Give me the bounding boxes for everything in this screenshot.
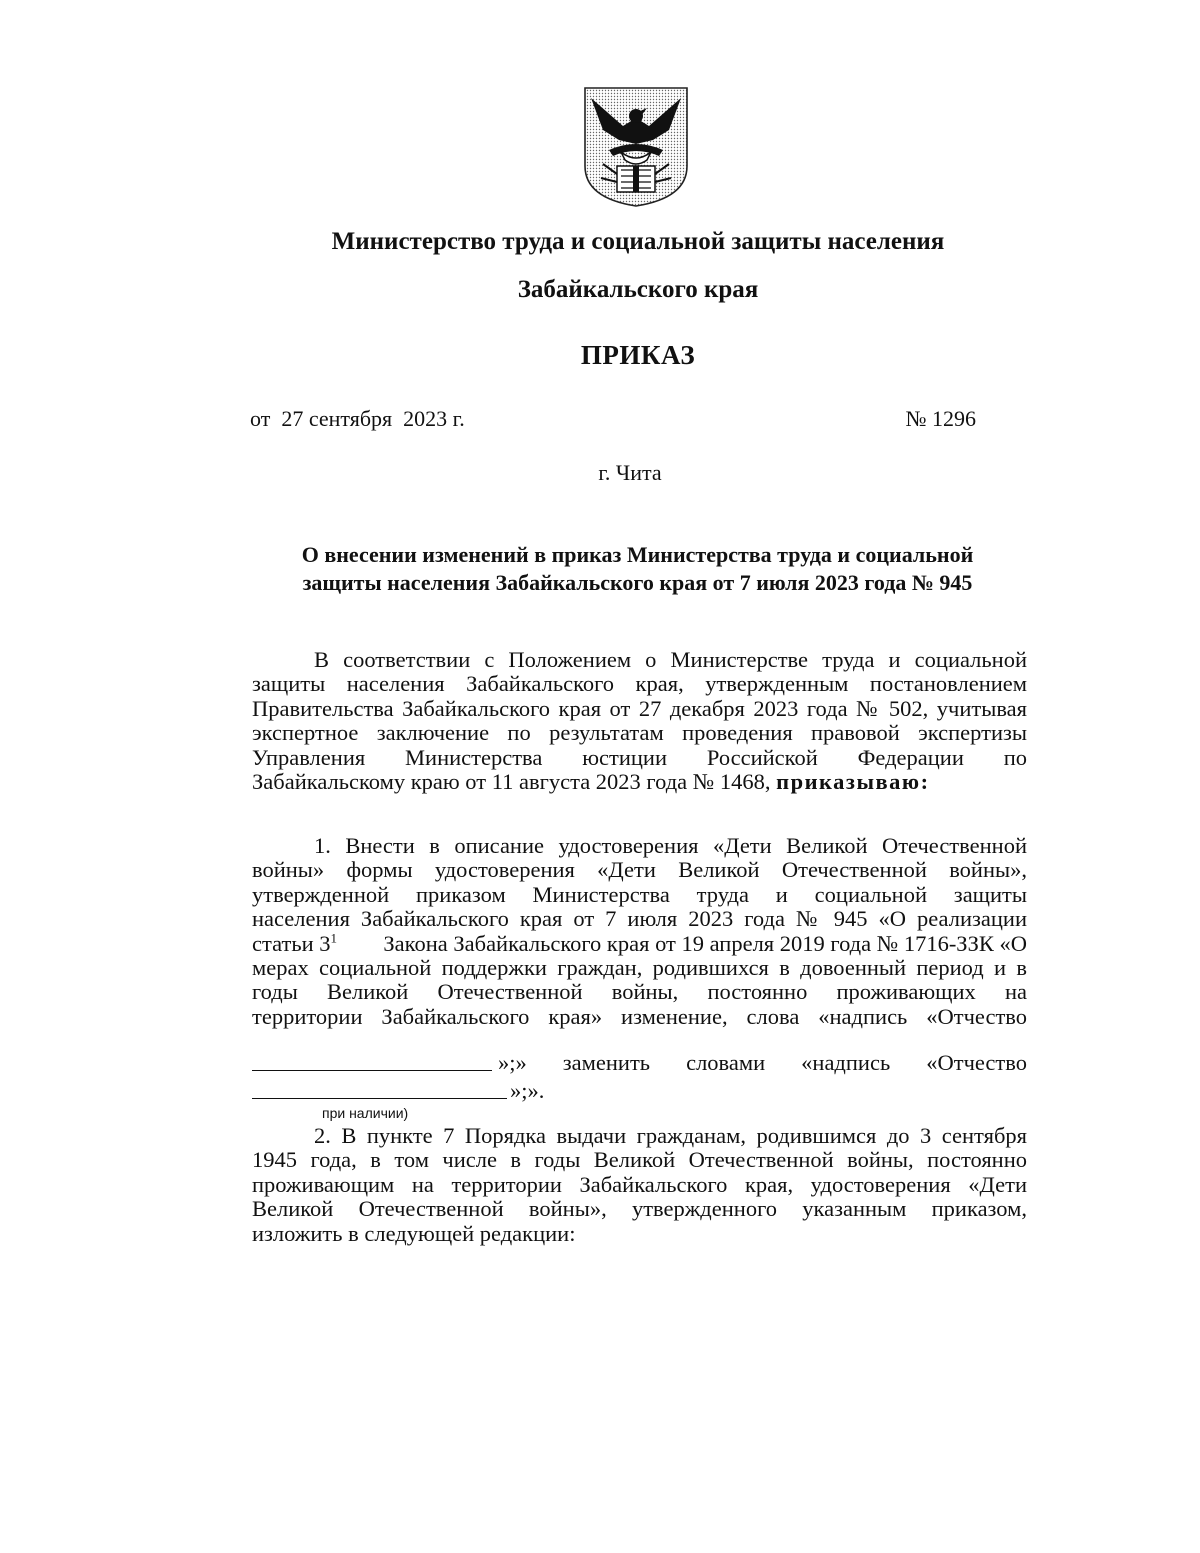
text-fragment: «надпись xyxy=(801,1050,891,1075)
item-1-paragraph xyxy=(252,834,1027,1029)
text-line: Правительства Забайкальского края от 27 декабря 2023 года № 502, учитывая xyxy=(252,695,1027,721)
text-line: утвержденной приказом Министерства труда и социальной защиты xyxy=(252,881,1027,907)
text-fragment: Закона Забайкальского края от 19 апреля 2019 года № 1716-ЗЗК «О xyxy=(377,930,1027,956)
document-number: № 1296 xyxy=(905,406,976,431)
replacement-words xyxy=(498,1050,1027,1076)
text-fragment: статьи 3 xyxy=(252,930,331,956)
text-fragment: «Отчество xyxy=(926,1050,1027,1075)
text-line: защиты населения Забайкальского края, утвержденным постановлением xyxy=(252,671,1027,697)
text-line: Управления Министерства юстиции Российской Федерации по xyxy=(252,744,1027,770)
superscript: 1 xyxy=(330,930,338,946)
text-line xyxy=(252,770,1027,794)
document-date: от 27 сентября 2023 г. xyxy=(250,406,465,431)
underline-note: при наличии) xyxy=(322,1105,409,1121)
text-line: изложить в следующей редакции: xyxy=(252,1220,576,1246)
text-line: проживающим на территории Забайкальского края, удостоверения «Дети xyxy=(252,1171,1027,1197)
text-line: 2. В пункте 7 Порядка выдачи гражданам, родившимся до 3 сентября xyxy=(314,1123,1027,1148)
text-line: В соответствии с Положением о Министерстве труда и социальной xyxy=(314,647,1027,672)
blank-underline xyxy=(252,1098,507,1099)
text-fragment: Забайкальскому краю от 11 августа 2023 года № 1468, xyxy=(252,768,777,794)
replacement-line xyxy=(252,1050,1027,1074)
order-keyword: приказываю: xyxy=(776,768,930,794)
document-city: г. Чита xyxy=(598,460,662,485)
ministry-region: Забайкальского края xyxy=(517,276,759,303)
text-line: населения Забайкальского края от 7 июля 2023 года № 945 «О реализации xyxy=(252,906,1027,932)
text-fragment: »;» xyxy=(498,1050,527,1075)
text-fragment: »;». xyxy=(510,1078,545,1103)
blank-underline xyxy=(252,1070,492,1071)
ministry-name: Министерство труда и социальной защиты населения xyxy=(331,228,945,255)
document-type: ПРИКАЗ xyxy=(580,340,696,370)
text-line: войны» формы удостоверения «Дети Великой Отечественной войны», xyxy=(252,857,1027,883)
preamble-paragraph xyxy=(252,648,1027,794)
text-line: мерах социальной поддержки граждан, родившихся в довоенный период и в xyxy=(252,954,1027,980)
subject-line: О внесении изменений в приказ Министерства труда и социальной xyxy=(301,542,974,567)
text-line: Великой Отечественной войны», утвержденного указанным приказом, xyxy=(252,1196,1027,1222)
text-line: территории Забайкальского края» изменение, слова «надпись «Отчество xyxy=(252,1003,1027,1029)
text-line: экспертное заключение по результатам проведения правовой экспертизы xyxy=(252,720,1027,746)
text-line: годы Великой Отечественной войны, постоянно проживающих на xyxy=(252,979,1027,1005)
subject-line: защиты населения Забайкальского края от 7 июля 2023 года № 945 xyxy=(302,570,973,595)
item-2-paragraph xyxy=(252,1124,1027,1246)
text-fragment xyxy=(252,932,337,956)
document-subject xyxy=(250,541,1025,597)
coat-of-arms-icon xyxy=(583,86,689,208)
text-line xyxy=(252,932,1027,956)
text-fragment: заменить xyxy=(562,1050,651,1075)
text-fragment: словами xyxy=(686,1050,766,1075)
text-line: 1. Внести в описание удостоверения «Дети Великой Отечественной xyxy=(314,833,1027,858)
text-line: 1945 года, в том числе в годы Великой Отечественной войны, постоянно xyxy=(252,1147,1027,1173)
